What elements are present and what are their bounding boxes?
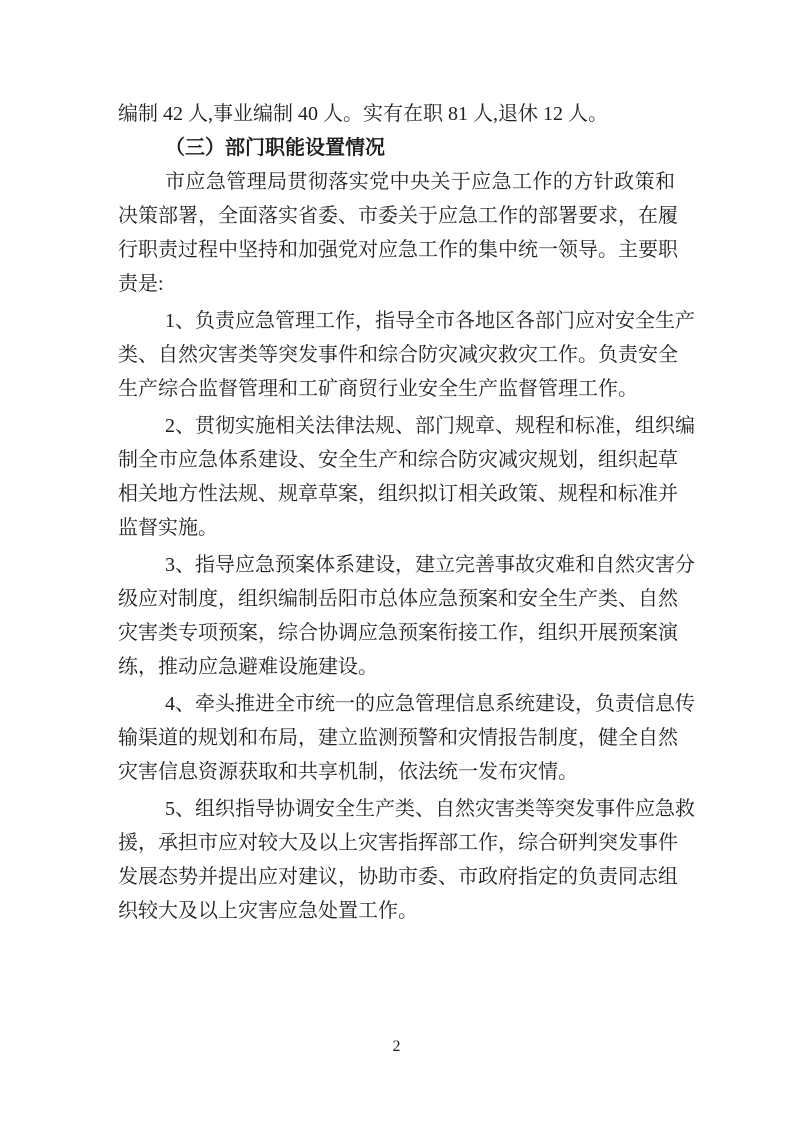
text-line: 灾害类专项预案，综合协调应急预案衔接工作，组织开展预案演 [118, 622, 678, 644]
document-body [118, 97, 695, 928]
text-line: 决策部署，全面落实省委、市委关于应急工作的部署要求，在履 [118, 205, 678, 227]
text-line: 相关地方性法规、规章草案，组织拟订相关政策、规程和标准并 [118, 483, 678, 505]
numbered-item-4 [118, 687, 695, 789]
text-line: 1、负责应急管理工作，指导全市各地区各部门应对安全生产 [165, 310, 695, 332]
text-line: 级应对制度，组织编制岳阳市总体应急预案和安全生产类、自然 [118, 588, 678, 610]
numbered-item-2 [118, 409, 695, 545]
text-line: 发展态势并提出应对建议，协助市委、市政府指定的负责同志组 [118, 866, 678, 888]
text-line: （三）部门职能设置情况 [165, 137, 385, 159]
text-line: 制全市应急体系建设、安全生产和综合防灾减灾规划，组织起草 [118, 449, 678, 471]
text-line: 责是: [118, 273, 164, 295]
text-line: 练，推动应急避难设施建设。 [118, 656, 378, 678]
text-line: 生产综合监督管理和工矿商贸行业安全生产监督管理工作。 [118, 378, 638, 400]
text-line: 援，承担市应对较大及以上灾害指挥部工作，综合研判突发事件 [118, 832, 678, 854]
text-line: 编制 42 人,事业编制 40 人。实有在职 81 人,退休 12 人。 [118, 103, 608, 125]
text-line: 行职责过程中坚持和加强党对应急工作的集中统一领导。主要职 [118, 239, 678, 261]
text-line: 监督实施。 [118, 517, 218, 539]
continuation-paragraph [118, 97, 675, 131]
text-line: 5、组织指导协调安全生产类、自然灾害类等突发事件应急救 [165, 798, 695, 820]
text-line: 类、自然灾害类等突发事件和综合防灾减灾救灾工作。负责安全 [118, 344, 678, 366]
text-line: 灾害信息资源获取和共享机制，依法统一发布灾情。 [118, 761, 578, 783]
text-line: 4、牵头推进全市统一的应急管理信息系统建设，负责信息传 [165, 693, 695, 715]
text-line: 2、贯彻实施相关法律法规、部门规章、规程和标准，组织编 [165, 415, 695, 437]
numbered-item-5 [118, 792, 695, 928]
text-line: 织较大及以上灾害应急处置工作。 [118, 900, 418, 922]
numbered-item-3 [118, 548, 695, 684]
page-number: 2 [392, 1038, 401, 1055]
text-line: 输渠道的规划和布局，建立监测预警和灾情报告制度，健全自然 [118, 727, 678, 749]
body-paragraph [118, 165, 678, 301]
numbered-item-1 [118, 304, 695, 406]
section-heading [118, 131, 675, 165]
text-line: 市应急管理局贯彻落实党中央关于应急工作的方针政策和 [165, 171, 675, 193]
text-line: 3、指导应急预案体系建设，建立完善事故灾难和自然灾害分 [165, 554, 695, 576]
